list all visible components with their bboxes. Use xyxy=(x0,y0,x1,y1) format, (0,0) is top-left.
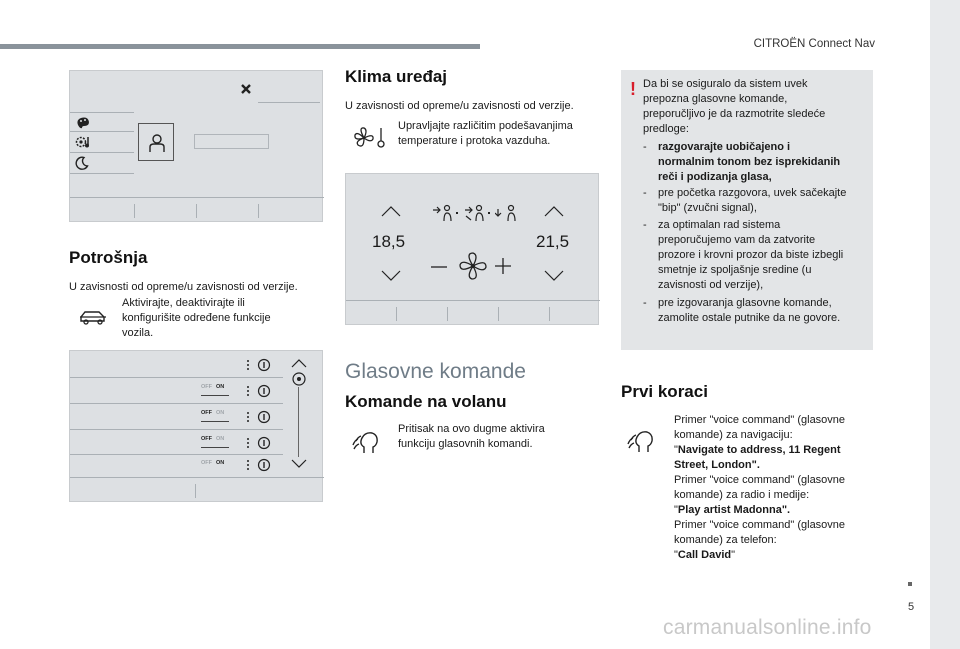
warning-line: prepozna glasovne komande, xyxy=(643,93,788,105)
potrosnja-desc-2: konfigurišite određene funkcije xyxy=(122,312,271,324)
side-strip xyxy=(930,0,960,649)
toggle-1[interactable]: OFF ON xyxy=(201,384,225,390)
options-icon[interactable] xyxy=(245,436,275,450)
header-rule xyxy=(0,44,480,49)
close-icon xyxy=(240,83,252,95)
options-icon[interactable] xyxy=(245,384,275,398)
temp-right-down-icon[interactable] xyxy=(544,270,564,281)
scroll-thumb-icon[interactable] xyxy=(292,372,306,386)
toggle-3[interactable]: OFF ON xyxy=(201,436,225,442)
airflow-feet-icon[interactable] xyxy=(495,204,519,222)
fan-decrease-icon[interactable] xyxy=(430,265,448,269)
page-number: 5 xyxy=(908,601,915,613)
airflow-face-feet-icon[interactable] xyxy=(463,204,487,222)
potrosnja-intro: U zavisnosti od opreme/u zavisnosti od verzije. xyxy=(69,281,298,293)
fan-increase-icon[interactable] xyxy=(494,257,512,275)
toggle-4[interactable]: OFF ON xyxy=(201,460,225,466)
airflow-face-icon[interactable] xyxy=(431,204,455,222)
scroll-down-icon[interactable] xyxy=(291,459,307,468)
temp-left-value: 18,5 xyxy=(372,232,406,251)
warning-line: predloge: xyxy=(643,123,689,135)
temp-left-down-icon[interactable] xyxy=(381,270,401,281)
fan-thermometer-icon xyxy=(352,125,388,151)
glasovne-desc-1: Pritisak na ovo dugme aktivira xyxy=(398,423,545,435)
watermark: carmanualsonline.info xyxy=(663,616,872,639)
glasovne-title: Glasovne komande xyxy=(345,360,526,383)
glasovne-subtitle: Komande na volanu xyxy=(345,392,507,411)
menu-screen-illustration xyxy=(69,70,323,222)
moon-icon xyxy=(75,156,89,170)
header-title: CITROËN Connect Nav xyxy=(753,38,875,50)
options-icon[interactable] xyxy=(245,358,275,372)
gear-music-icon xyxy=(75,135,93,149)
options-icon[interactable] xyxy=(245,458,275,472)
temp-left-up-icon[interactable] xyxy=(381,206,401,217)
warning-icon: ! xyxy=(630,79,636,99)
temp-right-up-icon[interactable] xyxy=(544,206,564,217)
klima-intro: U zavisnosti od opreme/u zavisnosti od verzije. xyxy=(345,100,574,112)
klima-desc-1: Upravljajte različitim podešavanjima xyxy=(398,120,573,132)
prvi-text: Primer "voice command" (glasovne komande) za navigaciju: "Navigate to address, 11 Regent Street, London". Primer "voice command" (glasovne komande) za radio i medije: "Play artist Madonna". Primer "voice command" (glasovne komande) za telefon: "Call David" xyxy=(674,414,846,561)
text-field xyxy=(194,134,269,149)
toggle-2[interactable]: OFF ON xyxy=(201,410,225,416)
potrosnja-desc-3: vozila. xyxy=(122,327,154,339)
prvi-title: Prvi koraci xyxy=(621,382,708,401)
warning-line: Da bi se osiguralo da sistem uvek xyxy=(643,78,808,90)
scroll-up-icon[interactable] xyxy=(291,359,307,368)
palette-icon xyxy=(75,115,91,130)
climate-screen-illustration xyxy=(345,173,599,325)
glasovne-desc-2: funkciju glasovnih komandi. xyxy=(398,438,533,450)
warning-box: ! Da bi se osiguralo da sistem uvek prepozna glasovne komande, preporučljivo je da razmotrite sledeće predloge: - razgovarajte uobičajeno i normalnim tonom bez isprekidanih reči i podizanja glasa, - pre početka razgovora, uvek sačekajte "bip" (zvučni signal), - za optimalan rad sistema preporučujemo vam da zatvorite prozore i krovni prozor da biste izbegli smetnje iz spoljašnje sredine (u zavisnosti od verzije), - pre izgovaranja glasovne komande, zamolite ostale putnike da ne govore. xyxy=(621,70,873,350)
voice-command-icon xyxy=(350,425,382,457)
car-icon xyxy=(78,308,108,326)
settings-screen-illustration xyxy=(69,350,323,502)
person-icon xyxy=(148,133,166,153)
klima-title: Klima uređaj xyxy=(345,67,448,86)
profile-button[interactable] xyxy=(138,123,174,161)
temp-right-value: 21,5 xyxy=(536,232,570,251)
options-icon[interactable] xyxy=(245,410,275,424)
voice-command-icon xyxy=(625,424,657,456)
page-marker xyxy=(908,582,912,586)
warning-line: preporučljivo je da razmotrite sledeće xyxy=(643,108,826,120)
fan-icon xyxy=(458,251,488,281)
klima-desc-2: temperature i protoka vazduha. xyxy=(398,135,551,147)
potrosnja-desc-1: Aktivirajte, deaktivirajte ili xyxy=(122,297,245,309)
potrosnja-title: Potrošnja xyxy=(69,248,148,267)
